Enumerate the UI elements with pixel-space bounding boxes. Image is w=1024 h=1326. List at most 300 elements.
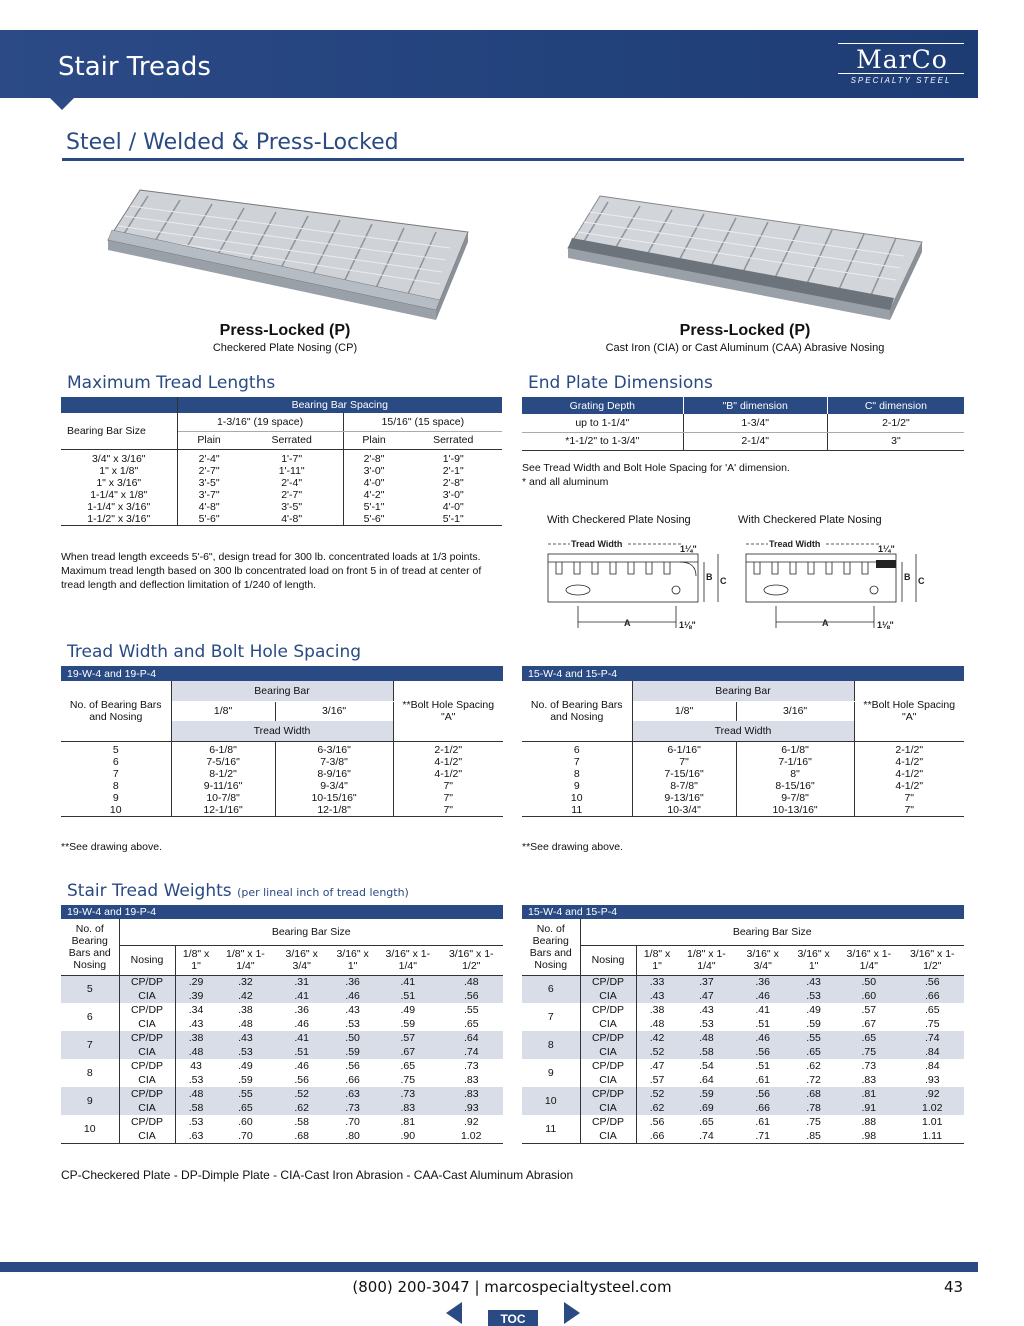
end-plate-drawing-2: [738, 532, 928, 636]
table-cell: .42: [649, 1032, 665, 1044]
section-title: Steel / Welded & Press-Locked: [66, 130, 399, 155]
table-cell: 2'-4": [198, 452, 220, 465]
table-cell: .62: [649, 1102, 665, 1114]
bars-count-cell: 8: [522, 1031, 580, 1059]
table-row: [61, 756, 503, 768]
table-cell: CP/DP: [119, 975, 175, 989]
table-cell: 5'-6": [343, 513, 404, 526]
bearing-bar-size-header: Bearing Bar Size: [580, 919, 964, 945]
table-cell: .55: [238, 1088, 253, 1100]
table-cell: 4'-8": [241, 513, 343, 526]
table-cell: .73: [400, 1088, 416, 1100]
table-cell: CIA: [119, 989, 175, 1003]
table-cell: .57: [861, 1004, 877, 1016]
table-row: [61, 513, 502, 526]
table-cell: .75: [924, 1018, 940, 1030]
table-row: [61, 1017, 503, 1031]
table-cell: 2'-4": [241, 477, 343, 489]
bolt-spacing-heading: Tread Width and Bolt Hole Spacing: [67, 642, 362, 662]
table-row: [522, 756, 964, 768]
table-cell: .78: [806, 1102, 821, 1114]
table-cell: 3/4" x 3/16": [61, 449, 177, 465]
table-cell: .68: [806, 1088, 821, 1100]
table-cell: .31: [294, 976, 309, 989]
bolt-hole-header: **Bolt Hole Spacing "A": [854, 681, 964, 741]
table-row: [522, 989, 964, 1003]
serrated-header: Serrated: [404, 431, 502, 449]
size-3-16-header: 3/16": [782, 705, 808, 718]
table-row: [522, 741, 964, 756]
header-notch: [50, 98, 74, 110]
spacing-15-header: 15/16" (15 space): [343, 413, 502, 431]
table-cell: .65: [861, 1032, 877, 1044]
table-cell: CP/DP: [119, 1087, 175, 1101]
table-cell: .66: [345, 1074, 360, 1086]
table-cell: .90: [400, 1129, 416, 1142]
table-cell: .56: [755, 1046, 770, 1058]
table-cell: 1'-7": [241, 449, 343, 465]
table-cell: .43: [699, 1004, 714, 1016]
table-cell: 7": [854, 804, 964, 817]
table-cell: 2'-7": [241, 489, 343, 501]
spacing-19-header: 1-3/16" (19 space): [177, 413, 343, 431]
table-cell: 4-1/2": [434, 767, 463, 780]
svg-text:A: A: [624, 618, 631, 628]
table-cell: 5'-1": [363, 500, 385, 513]
bearing-bar-header: Bearing Bar: [632, 681, 854, 701]
table-row: [61, 1059, 503, 1073]
table-cell: .62: [806, 1060, 821, 1072]
svg-text:C: C: [918, 576, 925, 586]
table-row: [61, 1031, 503, 1045]
table-cell: .91: [861, 1102, 877, 1114]
table-cell: .67: [400, 1046, 416, 1058]
table-cell: 7: [522, 756, 632, 768]
table-cell: 7: [61, 768, 171, 780]
table-cell: .37: [699, 976, 714, 989]
table-cell: .56: [294, 1074, 309, 1086]
table-cell: .29: [188, 976, 204, 989]
table-cell: 10-7/8": [171, 792, 275, 804]
table-cell: .74: [699, 1129, 714, 1142]
table-cell: CP/DP: [119, 1115, 175, 1129]
table-cell: CP/DP: [119, 1059, 175, 1073]
bolt-table-label: 15-W-4 and 15-P-4: [522, 666, 964, 681]
table-cell: 6-3/16": [275, 741, 393, 756]
size-header: 3/16" x 1-1/2": [901, 945, 964, 975]
no-bars-header: No. of Bearing Bars and Nosing: [61, 681, 171, 741]
table-cell: .41: [294, 1032, 309, 1044]
table-cell: .57: [400, 1032, 416, 1044]
table-cell: .53: [188, 1074, 204, 1086]
table-cell: .46: [345, 990, 360, 1002]
weights-heading: [67, 881, 409, 901]
size-header: 1/8" x 1-1/4": [678, 945, 736, 975]
table-cell: .46: [294, 1060, 309, 1072]
product-2-subtitle: Cast Iron (CIA) or Cast Aluminum (CAA) Abrasive Nosing: [605, 342, 885, 354]
table-cell: 10-13/16": [736, 804, 854, 817]
table-cell: 9-13/16": [632, 792, 736, 804]
weights-table-label: 15-W-4 and 15-P-4: [522, 905, 964, 919]
size-header: 3/16" x 1-1/2": [440, 945, 503, 975]
table-row: [522, 1073, 964, 1087]
table-row: [522, 792, 964, 804]
bars-count-cell: 11: [522, 1115, 580, 1143]
table-cell: .48: [188, 1088, 204, 1100]
product-caption-2: [560, 322, 930, 354]
table-cell: CIA: [580, 1045, 636, 1059]
table-cell: 3'-7": [198, 488, 220, 501]
table-cell: 10: [522, 792, 632, 804]
product-image-abrasive: [560, 186, 930, 326]
table-cell: .38: [238, 1004, 253, 1016]
table-cell: 7": [443, 779, 454, 792]
table-cell: .70: [238, 1129, 253, 1142]
table-cell: 10-3/4": [632, 804, 736, 817]
bars-count-cell: 6: [522, 975, 580, 1003]
table-cell: .61: [755, 1074, 770, 1086]
size-header: 3/16" x 1-1/4": [837, 945, 900, 975]
table-cell: CP/DP: [119, 1003, 175, 1017]
table-cell: .63: [345, 1088, 360, 1100]
table-cell: .56: [463, 990, 479, 1002]
table-cell: .81: [861, 1088, 877, 1100]
table-cell: .46: [755, 990, 770, 1002]
table-row: [61, 489, 502, 501]
table-cell: 7-1/16": [736, 756, 854, 768]
bars-count-cell: 7: [522, 1003, 580, 1031]
table-cell: .53: [806, 990, 821, 1002]
table-cell: 1.01: [922, 1116, 943, 1128]
table-cell: .84: [924, 1060, 940, 1072]
table-cell: 2-1/2": [895, 743, 924, 756]
grating-depth-header: Grating Depth: [522, 397, 683, 414]
table-cell: .65: [699, 1116, 714, 1128]
bars-count-cell: 9: [61, 1087, 119, 1115]
max-lengths-table: [61, 397, 502, 526]
table-cell: .88: [861, 1116, 877, 1128]
table-cell: 8": [736, 768, 854, 780]
table-cell: 7": [904, 791, 915, 804]
table-cell: 2'-8": [442, 476, 464, 489]
table-cell: .64: [463, 1032, 479, 1044]
table-row: [522, 780, 964, 792]
bolt-note-right: **See drawing above.: [522, 841, 623, 853]
svg-text:1¼": 1¼": [878, 544, 895, 554]
header-bar: [0, 30, 978, 98]
plain-header: Plain: [343, 431, 404, 449]
table-row: [522, 804, 964, 817]
size-header: 1/8" x 1": [636, 945, 678, 975]
end-plate-cell: 1-3/4": [683, 414, 827, 432]
table-cell: .83: [463, 1088, 479, 1100]
table-cell: .72: [806, 1074, 821, 1086]
table-cell: 3'-5": [241, 501, 343, 513]
table-cell: .56: [924, 976, 940, 989]
table-row: [61, 449, 502, 465]
table-cell: .38: [649, 1004, 665, 1016]
table-cell: .65: [463, 1018, 479, 1030]
table-cell: .49: [400, 1004, 416, 1016]
table-row: [522, 1031, 964, 1045]
table-cell: .43: [806, 976, 821, 989]
footer-bar: [0, 1262, 978, 1272]
table-row: [61, 792, 503, 804]
table-cell: .58: [294, 1116, 309, 1128]
size-header: 1/8" x 1-1/4": [217, 945, 275, 975]
product-1-subtitle: Checkered Plate Nosing (CP): [212, 342, 358, 354]
table-cell: .62: [294, 1102, 309, 1114]
table-cell: .85: [806, 1129, 821, 1142]
bars-count-cell: 10: [522, 1087, 580, 1115]
table-cell: 1.11: [922, 1129, 943, 1142]
table-cell: .54: [699, 1060, 714, 1072]
footer-contact: (800) 200-3047 | marcospecialtysteel.com: [352, 1278, 672, 1296]
table-cell: 3'-0": [442, 488, 464, 501]
b-dimension-header: "B" dimension: [683, 397, 827, 414]
table-cell: 4'-0": [442, 500, 464, 513]
table-cell: .33: [649, 976, 665, 989]
table-cell: 9-7/8": [736, 792, 854, 804]
table-cell: 1-1/4" x 3/16": [61, 501, 177, 513]
end-plate-cell: 2-1/4": [683, 432, 827, 450]
table-cell: 3'-5": [198, 476, 220, 489]
table-cell: CIA: [580, 1101, 636, 1115]
svg-text:1¼": 1¼": [680, 544, 697, 554]
table-cell: CP/DP: [580, 1031, 636, 1045]
table-cell: CIA: [119, 1045, 175, 1059]
table-cell: 6: [522, 741, 632, 756]
table-cell: .75: [806, 1116, 821, 1128]
table-row: [522, 1045, 964, 1059]
table-cell: .48: [699, 1032, 714, 1044]
table-cell: 8-7/8": [632, 780, 736, 792]
table-cell: .73: [345, 1102, 360, 1114]
table-cell: .52: [294, 1088, 309, 1100]
table-cell: .41: [400, 976, 416, 989]
table-row: [522, 1017, 964, 1031]
table-cell: 2-1/2": [434, 743, 463, 756]
table-cell: 8: [61, 780, 171, 792]
logo-main-text: MarCo: [856, 45, 948, 74]
size-header: 1/8" x 1": [175, 945, 217, 975]
table-cell: 12-1/8": [275, 804, 393, 817]
table-cell: .92: [924, 1088, 940, 1100]
table-cell: CP/DP: [580, 1003, 636, 1017]
table-cell: 43: [190, 1060, 202, 1072]
table-cell: .73: [463, 1060, 479, 1072]
table-cell: .36: [294, 1004, 309, 1016]
table-row: [522, 1087, 964, 1101]
table-row: [61, 804, 503, 817]
table-cell: 8-1/2": [171, 768, 275, 780]
tread-width-header: Tread Width: [171, 721, 393, 741]
table-cell: .36: [755, 976, 770, 989]
table-cell: CP/DP: [580, 1087, 636, 1101]
table-cell: .51: [755, 1018, 770, 1030]
table-cell: .59: [400, 1018, 416, 1030]
size-header: 3/16" x 1": [790, 945, 837, 975]
bolt-hole-header: **Bolt Hole Spacing "A": [393, 681, 503, 741]
table-cell: 12-1/16": [171, 804, 275, 817]
table-cell: 4-1/2": [895, 779, 924, 792]
table-cell: 1'-9": [442, 452, 464, 465]
toc-label: TOC: [500, 1312, 526, 1326]
table-cell: .48: [238, 1018, 253, 1030]
table-cell: CP/DP: [119, 1031, 175, 1045]
next-arrow-icon: [564, 1302, 580, 1324]
table-cell: CIA: [580, 1017, 636, 1031]
table-cell: .42: [238, 990, 253, 1002]
table-cell: .43: [345, 1004, 360, 1016]
bars-count-cell: 9: [522, 1059, 580, 1087]
table-cell: .74: [463, 1046, 479, 1058]
bars-count-cell: 6: [61, 1003, 119, 1031]
bolt-spacing-table-left: [61, 666, 503, 817]
table-cell: .71: [755, 1129, 770, 1142]
table-cell: .49: [238, 1060, 253, 1072]
table-cell: 2'-8": [363, 452, 385, 465]
table-cell: 4-1/2": [895, 767, 924, 780]
table-row: [61, 989, 503, 1003]
table-cell: 7": [632, 756, 736, 768]
table-cell: .73: [861, 1060, 877, 1072]
bearing-bar-size-header: Bearing Bar Size: [119, 919, 503, 945]
table-cell: .81: [400, 1116, 416, 1128]
table-cell: .49: [806, 1004, 821, 1016]
no-bars-header: No. of Bearing Bars and Nosing: [522, 681, 632, 741]
table-row: [522, 1101, 964, 1115]
table-cell: 7-5/16": [171, 756, 275, 768]
product-1-title: Press-Locked (P): [219, 322, 351, 339]
svg-text:Tread Width: Tread Width: [571, 539, 623, 549]
table-cell: .36: [345, 976, 360, 989]
table-row: [61, 1129, 503, 1143]
table-cell: 5'-1": [404, 513, 502, 526]
table-cell: CIA: [119, 1129, 175, 1143]
table-row: [61, 1115, 503, 1129]
table-cell: 2'-7": [198, 464, 220, 477]
table-cell: 1-1/4" x 1/8": [61, 489, 177, 501]
table-row: [61, 501, 502, 513]
table-row: [61, 1101, 503, 1115]
size-header: 3/16" x 1-1/4": [376, 945, 439, 975]
table-cell: .64: [699, 1074, 714, 1086]
page-title: Stair Treads: [58, 52, 211, 82]
table-cell: .43: [649, 990, 665, 1002]
table-cell: 9-11/16": [171, 780, 275, 792]
svg-text:B: B: [904, 572, 911, 582]
no-bars-header: No. of Bearing Bars and Nosing: [61, 919, 119, 975]
table-cell: 4'-2": [363, 488, 385, 501]
table-cell: 5'-6": [177, 513, 241, 526]
table-cell: .43: [188, 1018, 204, 1030]
tread-width-header: Tread Width: [632, 721, 854, 741]
bars-count-cell: 5: [61, 975, 119, 1003]
table-row: [61, 768, 503, 780]
table-cell: .41: [294, 990, 309, 1002]
table-cell: .59: [699, 1088, 714, 1100]
table-row: [522, 975, 964, 989]
table-row: [61, 1087, 503, 1101]
table-cell: 1" x 3/16": [61, 477, 177, 489]
section-rule: [62, 158, 964, 161]
bars-count-cell: 7: [61, 1031, 119, 1059]
table-cell: .48: [463, 976, 479, 989]
product-image-checkered: [100, 182, 470, 322]
table-cell: .32: [238, 976, 253, 989]
table-cell: .74: [924, 1032, 940, 1044]
table-cell: .46: [294, 1018, 309, 1030]
bolt-table-label: 19-W-4 and 19-P-4: [61, 666, 503, 681]
table-cell: 4-1/2": [895, 755, 924, 768]
toc-nav[interactable]: [446, 1300, 580, 1326]
table-row: [61, 477, 502, 489]
table-cell: 1.02: [922, 1102, 943, 1114]
table-cell: CIA: [119, 1017, 175, 1031]
bars-count-cell: 10: [61, 1115, 119, 1143]
table-cell: 1" x 1/8": [61, 465, 177, 477]
table-cell: 8-9/16": [275, 768, 393, 780]
table-row: [61, 780, 503, 792]
end-plate-cell: 3": [827, 432, 964, 450]
table-cell: 2'-1": [442, 464, 464, 477]
svg-text:C: C: [720, 576, 727, 586]
table-cell: .56: [649, 1116, 665, 1128]
table-cell: .67: [861, 1018, 877, 1030]
table-cell: .50: [345, 1032, 360, 1044]
table-cell: .98: [861, 1129, 877, 1142]
prev-arrow-icon: [446, 1302, 462, 1324]
table-cell: .59: [238, 1074, 253, 1086]
size-header: 3/16" x 3/4": [735, 945, 790, 975]
table-cell: .47: [649, 1060, 665, 1072]
c-dimension-header: C" dimension: [864, 399, 927, 412]
table-cell: .75: [861, 1046, 877, 1058]
table-cell: .52: [649, 1088, 665, 1100]
weights-table-left: [61, 905, 503, 1144]
nosing-header: Nosing: [580, 945, 636, 975]
table-cell: .51: [755, 1060, 770, 1072]
table-cell: CP/DP: [580, 1115, 636, 1129]
table-cell: CIA: [580, 1129, 636, 1143]
table-cell: 3'-0": [363, 464, 385, 477]
table-cell: .60: [861, 990, 877, 1002]
size-3-16-header: 3/16": [321, 705, 347, 718]
size-header: 3/16" x 1": [329, 945, 376, 975]
end-plate-table: [522, 397, 964, 451]
table-cell: CIA: [119, 1101, 175, 1115]
table-cell: CIA: [119, 1073, 175, 1087]
table-cell: .69: [699, 1102, 714, 1114]
table-cell: .57: [649, 1074, 665, 1086]
weights-legend: CP-Checkered Plate - DP-Dimple Plate - CIA-Cast Iron Abrasion - CAA-Cast Aluminum Abrasion: [61, 1168, 574, 1182]
bearing-bar-header: Bearing Bar: [171, 681, 393, 701]
table-row: [61, 1045, 503, 1059]
size-header: 3/16" x 3/4": [274, 945, 329, 975]
table-cell: 7-3/8": [275, 756, 393, 768]
table-cell: .70: [345, 1116, 360, 1128]
table-row: [522, 1003, 964, 1017]
marco-logo: [838, 40, 964, 88]
table-cell: .53: [188, 1116, 204, 1128]
table-cell: .93: [924, 1074, 940, 1086]
drawing-label-2: With Checkered Plate Nosing: [738, 514, 882, 526]
end-plate-note-1: See Tread Width and Bolt Hole Spacing for 'A' dimension.: [522, 462, 790, 474]
svg-text:1⅛": 1⅛": [877, 620, 894, 630]
table-cell: .58: [699, 1046, 714, 1058]
end-plate-drawing-1: [540, 532, 730, 636]
